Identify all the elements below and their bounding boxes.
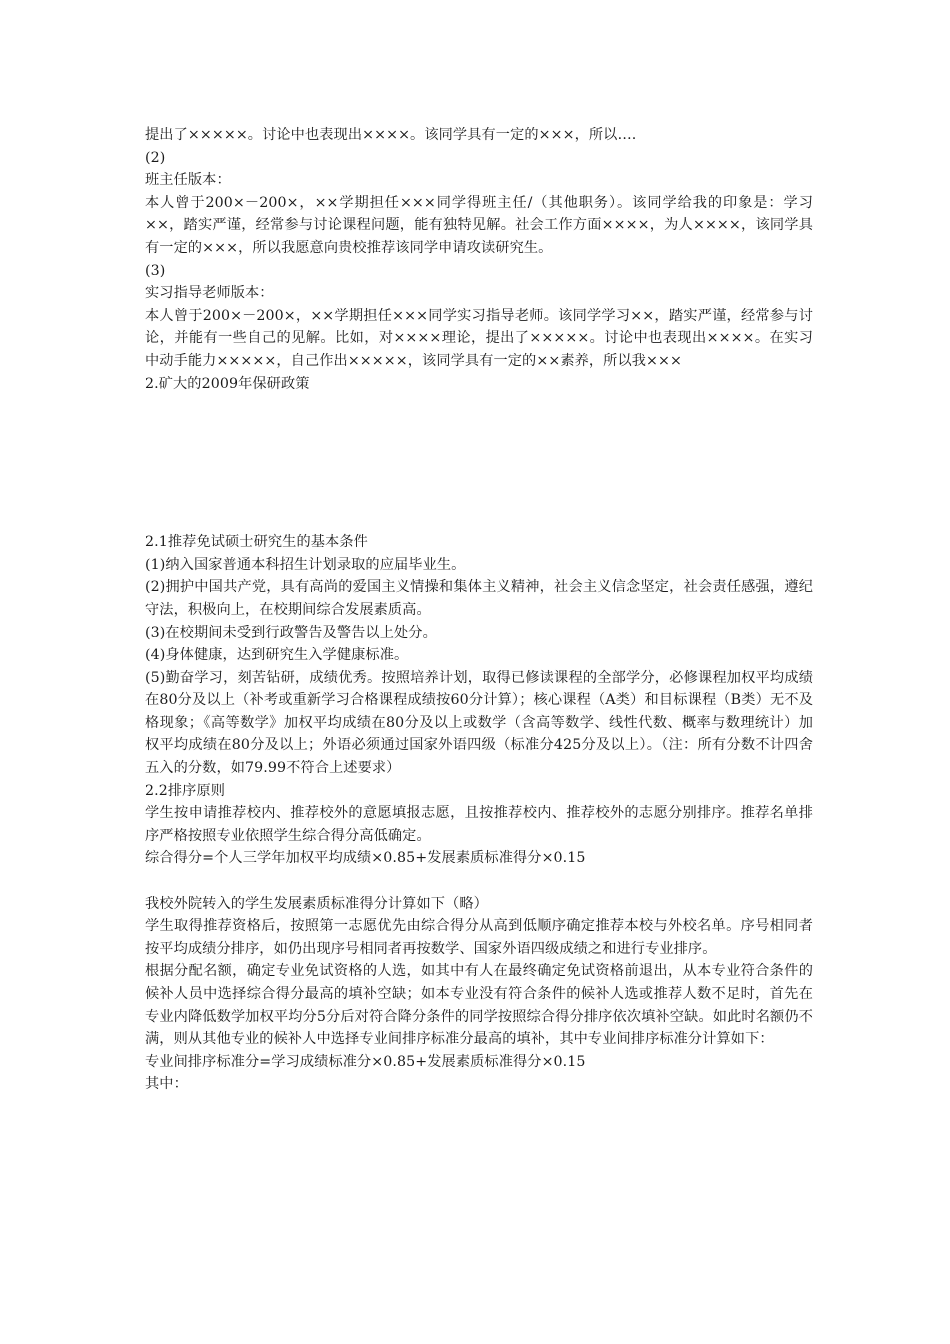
heading-class-teacher-version: 班主任版本： <box>145 172 231 189</box>
paragraph-continuation: 提出了×××××。讨论中也表现出××××。该同学具有一定的×××，所以…. <box>145 127 637 143</box>
paragraph-where: 其中： <box>145 1076 188 1093</box>
heading-internship-advisor-version: 实习指导老师版本： <box>145 285 274 302</box>
subsection-heading-2-1: 2.1推荐免试硕士研究生的基本条件 <box>145 534 368 551</box>
paragraph-internship-advisor-letter: 本人曾于200×－200×，××学期担任×××同学实习指导老师。该同学学习××，踏实严谨，经常参与讨论，并能有一些自己的见解。比如，对××××理论，提出了×××××。讨论中也表现出××××。在实习中动手能力×××××，自己作出×××××，该同学具有一定的××素养，所以我××× <box>145 307 813 369</box>
condition-4: (4)身体健康，达到研究生入学健康标准。 <box>145 647 409 664</box>
document-body <box>145 124 813 1096</box>
condition-3: (3)在校期间未受到行政警告及警告以上处分。 <box>145 624 437 641</box>
subsection-heading-2-2: 2.2排序原则 <box>145 782 226 799</box>
condition-2: (2)拥护中国共产党，具有高尚的爱国主义情操和集体主义精神，社会主义信念坚定，社会责任感强，遵纪守法，积极向上，在校期间综合发展素质高。 <box>145 579 813 618</box>
paragraph-class-teacher-letter: 本人曾于200×－200×，××学期担任×××同学得班主任/（其他职务）。该同学给我的印象是：学习××，踏实严谨，经常参与讨论课程问题，能有独特见解。社会工作方面××××，为人××××，该同学具有一定的×××，所以我愿意向贵校推荐该同学申请攻读研究生。 <box>145 194 813 256</box>
formula-composite-score: 综合得分=个人三学年加权平均成绩×0.85+发展素质标准得分×0.15 <box>145 850 586 867</box>
section-heading-2009-policy: 2.矿大的2009年保研政策 <box>145 375 310 392</box>
blank-line <box>145 870 813 893</box>
paragraph-quota-allocation: 根据分配名额，确定专业免试资格的人选，如其中有人在最终确定免试资格前退出，从本专业符合条件的候补人员中选择综合得分最高的填补空缺；如本专业没有符合条件的候补人选或推荐人数不足时，首先在专业内降低数学加权平均分5分后对符合降分条件的同学按照综合得分排序依次填补空缺。如此时名额仍不满，则从其他专业的候补人中选择专业间排序标准分最高的填补，其中专业间排序标准分计算如下： <box>145 963 813 1048</box>
paragraph-recommendation-order: 学生取得推荐资格后，按照第一志愿优先由综合得分从高到低顺序确定推荐本校与外校名单。序号相同者按平均成绩分排序，如仍出现序号相同者再按数学、国家外语四级成绩之和进行专业排序。 <box>145 918 813 957</box>
item-number-3: (3) <box>145 262 166 279</box>
condition-5: (5)勤奋学习，刻苦钻研，成绩优秀。按照培养计划，取得已修读课程的全部学分，必修课程加权平均成绩在80分及以上（补考或重新学习合格课程成绩按60分计算）；核心课程（A类）和目标课程（B类）无不及格现象；《高等数学》加权平均成绩在80分及以上或数学（含高等数学、线性代数、概率与数理统计）加权平均成绩在80分及以上；外语必须通过国家外语四级（标准分425分及以上）。（注：所有分数不计四舍五入的分数，如79.99不符合上述要求） <box>145 669 813 777</box>
paragraph-transfer-students: 我校外院转入的学生发展素质标准得分计算如下（略） <box>145 895 488 912</box>
paragraph-ranking-principle: 学生按申请推荐校内、推荐校外的意愿填报志愿，且按推荐校内、推荐校外的志愿分别排序。推荐名单排序严格按照专业依照学生综合得分高低确定。 <box>145 805 813 844</box>
blank-space <box>145 395 813 531</box>
item-number-2: (2) <box>145 149 166 166</box>
formula-inter-major-score: 专业间排序标准分=学习成绩标准分×0.85+发展素质标准得分×0.15 <box>145 1053 586 1070</box>
condition-1: (1)纳入国家普通本科招生计划录取的应届毕业生。 <box>145 556 466 573</box>
